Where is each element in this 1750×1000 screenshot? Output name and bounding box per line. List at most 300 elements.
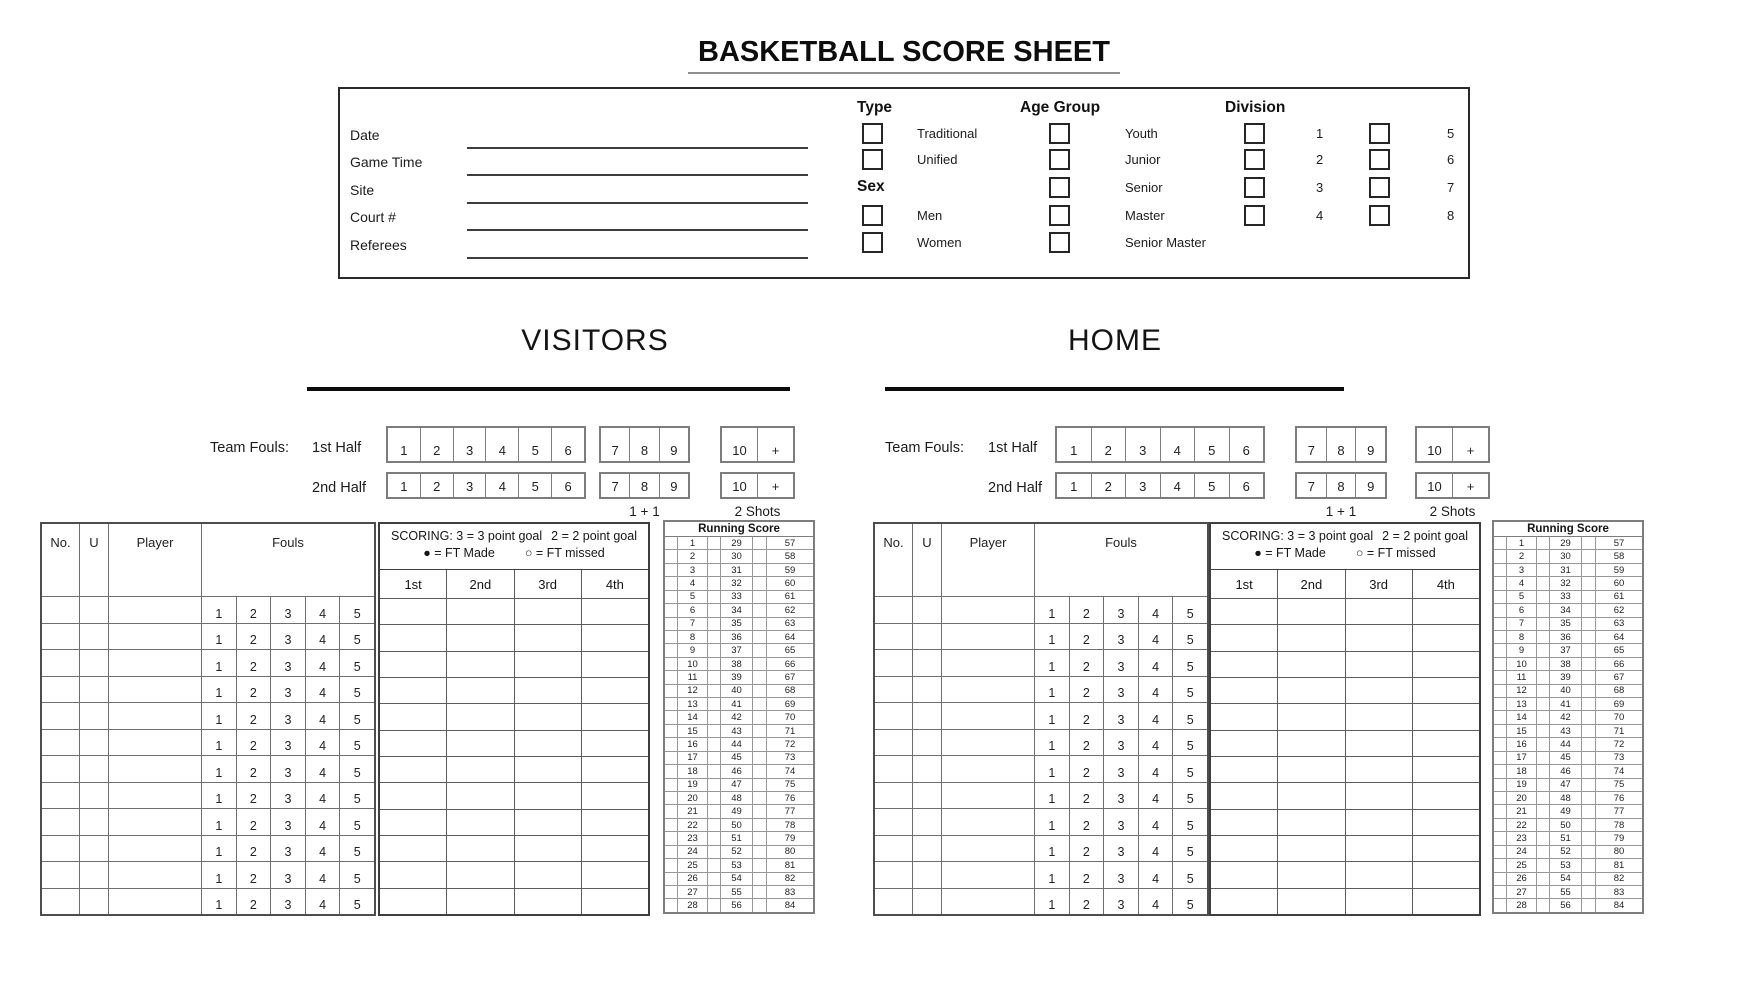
scoring-cell[interactable] (1278, 652, 1345, 677)
team-foul-box-9[interactable]: 9 (1367, 479, 1375, 494)
scoring-cell[interactable] (582, 731, 648, 756)
running-score-cell[interactable]: 70 (784, 712, 796, 724)
scoring-cell[interactable] (1211, 810, 1278, 835)
running-score-cell[interactable]: 45 (1550, 752, 1582, 764)
foul-mark-cell-4[interactable]: 4 (1139, 889, 1174, 915)
scoring-cell[interactable] (1211, 625, 1278, 650)
scoring-cell[interactable] (1278, 889, 1345, 914)
scoring-cell[interactable] (1278, 625, 1345, 650)
foul-mark-cell-1[interactable]: 1 (202, 756, 237, 782)
running-score-cell[interactable]: 21 (1507, 805, 1537, 817)
scoring-cell[interactable] (1346, 783, 1413, 808)
scoring-cell[interactable] (447, 836, 514, 861)
cell-no[interactable] (42, 836, 80, 862)
team-foul-box-2[interactable]: 2 (421, 474, 454, 497)
foul-mark-cell-5[interactable]: 5 (353, 765, 361, 780)
foul-mark-cell-5[interactable]: 5 (1186, 606, 1194, 621)
foul-mark-cell-3[interactable]: 3 (271, 597, 306, 623)
foul-mark-cell-3[interactable]: 3 (1104, 677, 1139, 703)
running-score-cell[interactable]: 21 (678, 805, 708, 817)
cell-no[interactable] (875, 809, 913, 835)
running-score-cell[interactable]: 59 (784, 564, 796, 576)
scoring-cell[interactable] (1278, 731, 1345, 756)
scoring-cell[interactable] (1278, 810, 1345, 835)
foul-mark-cell-3[interactable]: 3 (271, 809, 306, 835)
scoring-cell[interactable] (380, 836, 447, 861)
team-foul-box-+[interactable]: + (1466, 479, 1475, 494)
cell-u[interactable] (913, 597, 942, 623)
scoring-cell[interactable] (515, 862, 582, 887)
division-4-checkbox[interactable] (1244, 205, 1265, 226)
foul-mark-cell-1[interactable]: 1 (1035, 889, 1070, 915)
running-score-cell[interactable]: 69 (1613, 698, 1625, 710)
cell-u[interactable] (913, 730, 942, 756)
foul-mark-cell-1[interactable]: 1 (1035, 836, 1070, 862)
foul-mark-cell-3[interactable]: 3 (271, 677, 306, 703)
cell-no[interactable] (875, 836, 913, 862)
foul-mark-cell-5[interactable]: 5 (353, 739, 361, 753)
type-unified-checkbox[interactable] (862, 149, 883, 170)
foul-mark-cell-1[interactable]: 1 (202, 889, 237, 915)
cell-no[interactable] (42, 783, 80, 809)
scoring-cell[interactable] (1413, 810, 1479, 835)
foul-mark-cell-1[interactable]: 1 (1035, 783, 1070, 809)
running-score-cell[interactable]: 16 (1507, 738, 1537, 750)
scoring-cell[interactable] (447, 652, 514, 677)
field-line-site[interactable] (467, 202, 808, 204)
cell-u[interactable] (913, 889, 942, 915)
team-foul-box-4[interactable]: 4 (1161, 474, 1196, 497)
foul-mark-cell-4[interactable]: 4 (306, 703, 341, 729)
running-score-cell[interactable]: 56 (1550, 899, 1582, 911)
scoring-cell[interactable] (515, 731, 582, 756)
running-score-cell[interactable]: 17 (1507, 752, 1537, 764)
team-foul-box-2[interactable]: 2 (421, 428, 454, 461)
scoring-cell[interactable] (1346, 757, 1413, 782)
scoring-cell[interactable] (380, 652, 447, 677)
scoring-cell[interactable] (447, 889, 514, 914)
team-foul-box-10[interactable]: 10 (722, 474, 758, 497)
scoring-cell[interactable] (1346, 810, 1413, 835)
scoring-cell[interactable] (515, 678, 582, 703)
cell-u[interactable] (80, 862, 109, 888)
foul-mark-cell-3[interactable]: 3 (271, 650, 306, 676)
foul-mark-cell-5[interactable]: 5 (353, 606, 361, 621)
scoring-cell[interactable] (447, 810, 514, 835)
running-score-cell[interactable]: 45 (721, 752, 753, 764)
running-score-cell[interactable]: 20 (678, 792, 708, 804)
running-score-cell[interactable]: 34 (1550, 604, 1582, 616)
scoring-cell[interactable] (380, 783, 447, 808)
running-score-cell[interactable]: 60 (1613, 577, 1625, 589)
running-score-cell[interactable]: 71 (784, 725, 796, 737)
foul-mark-cell-2[interactable]: 2 (1070, 730, 1105, 756)
running-score-cell[interactable]: 2 (678, 550, 708, 562)
scoring-cell[interactable] (447, 678, 514, 703)
age-group-senior-checkbox[interactable] (1049, 177, 1070, 198)
scoring-cell[interactable] (582, 862, 648, 887)
cell-player[interactable] (109, 730, 202, 756)
division-5-checkbox[interactable] (1369, 123, 1390, 144)
cell-no[interactable] (42, 862, 80, 888)
scoring-cell[interactable] (447, 731, 514, 756)
team-name-line[interactable] (885, 387, 1344, 391)
scoring-cell[interactable] (1211, 652, 1278, 677)
team-foul-box-9[interactable]: 9 (670, 443, 678, 458)
foul-mark-cell-1[interactable]: 1 (202, 597, 237, 623)
running-score-cell[interactable]: 34 (721, 604, 753, 616)
scoring-cell[interactable] (380, 599, 447, 624)
running-score-cell[interactable]: 25 (678, 859, 708, 871)
running-score-cell[interactable]: 50 (721, 819, 753, 831)
team-foul-box-7[interactable]: 7 (1297, 428, 1327, 461)
team-foul-box-3[interactable]: 3 (454, 428, 487, 461)
running-score-cell[interactable]: 27 (1507, 886, 1537, 898)
running-score-cell[interactable]: 30 (1550, 550, 1582, 562)
running-score-cell[interactable]: 46 (721, 765, 753, 777)
foul-mark-cell-1[interactable]: 1 (202, 703, 237, 729)
running-score-cell[interactable]: 14 (1507, 711, 1537, 723)
running-score-cell[interactable]: 48 (721, 792, 753, 804)
running-score-cell[interactable]: 60 (784, 577, 796, 589)
running-score-cell[interactable]: 12 (1507, 685, 1537, 697)
foul-mark-cell-4[interactable]: 4 (1139, 703, 1174, 729)
cell-player[interactable] (109, 889, 202, 915)
scoring-cell[interactable] (1211, 836, 1278, 861)
scoring-cell[interactable] (515, 783, 582, 808)
cell-no[interactable] (875, 597, 913, 623)
running-score-cell[interactable]: 37 (1550, 644, 1582, 656)
running-score-cell[interactable]: 18 (678, 765, 708, 777)
cell-u[interactable] (80, 756, 109, 782)
foul-mark-cell-3[interactable]: 3 (1104, 889, 1139, 915)
running-score-cell[interactable]: 15 (678, 725, 708, 737)
foul-mark-cell-2[interactable]: 2 (237, 783, 272, 809)
foul-mark-cell-3[interactable]: 3 (1104, 836, 1139, 862)
foul-mark-cell-4[interactable]: 4 (306, 862, 341, 888)
running-score-cell[interactable]: 67 (784, 671, 796, 683)
foul-mark-cell-3[interactable]: 3 (1104, 597, 1139, 623)
foul-mark-cell-3[interactable]: 3 (271, 836, 306, 862)
foul-mark-cell-4[interactable]: 4 (1139, 624, 1174, 650)
running-score-cell[interactable]: 25 (1507, 859, 1537, 871)
cell-u[interactable] (80, 677, 109, 703)
cell-player[interactable] (942, 862, 1035, 888)
cell-u[interactable] (913, 809, 942, 835)
running-score-cell[interactable]: 76 (784, 792, 796, 804)
scoring-cell[interactable] (1413, 757, 1479, 782)
running-score-cell[interactable]: 20 (1507, 792, 1537, 804)
running-score-cell[interactable]: 54 (721, 873, 753, 885)
running-score-cell[interactable]: 74 (784, 765, 796, 777)
foul-mark-cell-3[interactable]: 3 (271, 889, 306, 915)
foul-mark-cell-1[interactable]: 1 (1035, 677, 1070, 703)
scoring-cell[interactable] (1278, 599, 1345, 624)
foul-mark-cell-5[interactable]: 5 (1186, 818, 1194, 833)
foul-mark-cell-4[interactable]: 4 (306, 677, 341, 703)
running-score-cell[interactable]: 5 (678, 591, 708, 603)
running-score-cell[interactable]: 50 (1550, 819, 1582, 831)
cell-player[interactable] (942, 650, 1035, 676)
foul-mark-cell-5[interactable]: 5 (353, 818, 361, 833)
team-foul-box-5[interactable]: 5 (1195, 428, 1230, 461)
foul-mark-cell-5[interactable]: 5 (1186, 633, 1194, 647)
scoring-cell[interactable] (380, 757, 447, 782)
running-score-cell[interactable]: 84 (784, 900, 796, 912)
foul-mark-cell-3[interactable]: 3 (1104, 809, 1139, 835)
foul-mark-cell-5[interactable]: 5 (1186, 898, 1194, 912)
team-foul-box-5[interactable]: 5 (1195, 474, 1230, 497)
running-score-cell[interactable]: 49 (721, 805, 753, 817)
running-score-cell[interactable]: 18 (1507, 765, 1537, 777)
running-score-cell[interactable]: 57 (1613, 537, 1625, 549)
foul-mark-cell-4[interactable]: 4 (1139, 783, 1174, 809)
scoring-cell[interactable] (1413, 678, 1479, 703)
running-score-cell[interactable]: 39 (721, 671, 753, 683)
running-score-cell[interactable]: 13 (678, 698, 708, 710)
field-line-referees[interactable] (467, 257, 808, 259)
running-score-cell[interactable]: 62 (1613, 604, 1625, 616)
running-score-cell[interactable]: 9 (678, 644, 708, 656)
running-score-cell[interactable]: 61 (1613, 591, 1625, 603)
scoring-cell[interactable] (380, 731, 447, 756)
running-score-cell[interactable]: 67 (1613, 671, 1625, 683)
team-foul-box-5[interactable]: 5 (519, 428, 552, 461)
foul-mark-cell-4[interactable]: 4 (1139, 756, 1174, 782)
running-score-cell[interactable]: 24 (1507, 846, 1537, 858)
foul-mark-cell-4[interactable]: 4 (306, 889, 341, 915)
foul-mark-cell-2[interactable]: 2 (1070, 677, 1105, 703)
running-score-cell[interactable]: 10 (678, 658, 708, 670)
team-foul-box-8[interactable]: 8 (1327, 428, 1357, 461)
running-score-cell[interactable]: 47 (1550, 779, 1582, 791)
running-score-cell[interactable]: 69 (784, 698, 796, 710)
running-score-cell[interactable]: 44 (1550, 738, 1582, 750)
foul-mark-cell-4[interactable]: 4 (306, 809, 341, 835)
foul-mark-cell-3[interactable]: 3 (271, 862, 306, 888)
running-score-cell[interactable]: 49 (1550, 805, 1582, 817)
team-foul-box-10[interactable]: 10 (722, 428, 758, 461)
running-score-cell[interactable]: 63 (784, 618, 796, 630)
running-score-cell[interactable]: 80 (1613, 846, 1625, 858)
cell-u[interactable] (913, 836, 942, 862)
scoring-cell[interactable] (1346, 652, 1413, 677)
running-score-cell[interactable]: 28 (678, 899, 708, 911)
scoring-cell[interactable] (582, 757, 648, 782)
foul-mark-cell-1[interactable]: 1 (1035, 624, 1070, 650)
foul-mark-cell-1[interactable]: 1 (202, 730, 237, 756)
running-score-cell[interactable]: 78 (784, 819, 796, 831)
cell-player[interactable] (942, 809, 1035, 835)
scoring-cell[interactable] (515, 889, 582, 914)
foul-mark-cell-3[interactable]: 3 (1104, 650, 1139, 676)
running-score-cell[interactable]: 12 (678, 685, 708, 697)
running-score-cell[interactable]: 52 (1550, 846, 1582, 858)
scoring-cell[interactable] (515, 836, 582, 861)
running-score-cell[interactable]: 75 (1613, 779, 1625, 791)
foul-mark-cell-2[interactable]: 2 (1070, 624, 1105, 650)
division-6-checkbox[interactable] (1369, 149, 1390, 170)
running-score-cell[interactable]: 54 (1550, 873, 1582, 885)
running-score-cell[interactable]: 36 (721, 631, 753, 643)
foul-mark-cell-3[interactable]: 3 (1104, 862, 1139, 888)
team-foul-box-6[interactable]: 6 (1242, 443, 1250, 458)
cell-u[interactable] (80, 783, 109, 809)
running-score-cell[interactable]: 48 (1550, 792, 1582, 804)
scoring-cell[interactable] (380, 625, 447, 650)
scoring-cell[interactable] (1346, 678, 1413, 703)
running-score-cell[interactable]: 77 (1613, 806, 1625, 818)
foul-mark-cell-5[interactable]: 5 (353, 712, 361, 727)
cell-no[interactable] (42, 756, 80, 782)
running-score-cell[interactable]: 2 (1507, 550, 1537, 562)
running-score-cell[interactable]: 47 (721, 779, 753, 791)
running-score-cell[interactable]: 52 (721, 846, 753, 858)
running-score-cell[interactable]: 84 (1613, 900, 1625, 912)
running-score-cell[interactable]: 44 (721, 738, 753, 750)
running-score-cell[interactable]: 63 (1613, 618, 1625, 630)
scoring-cell[interactable] (1413, 704, 1479, 729)
cell-player[interactable] (942, 703, 1035, 729)
cell-no[interactable] (42, 650, 80, 676)
cell-u[interactable] (80, 597, 109, 623)
running-score-cell[interactable]: 74 (1613, 765, 1625, 777)
running-score-cell[interactable]: 29 (721, 537, 753, 549)
running-score-cell[interactable]: 59 (1613, 564, 1625, 576)
team-foul-box-+[interactable]: + (771, 479, 780, 494)
scoring-cell[interactable] (1346, 704, 1413, 729)
scoring-cell[interactable] (380, 810, 447, 835)
team-foul-box-4[interactable]: 4 (486, 428, 519, 461)
team-foul-box-3[interactable]: 3 (454, 474, 487, 497)
running-score-cell[interactable]: 51 (1550, 832, 1582, 844)
running-score-cell[interactable]: 80 (784, 846, 796, 858)
cell-player[interactable] (109, 624, 202, 650)
foul-mark-cell-4[interactable]: 4 (306, 624, 341, 650)
team-foul-box-1[interactable]: 1 (388, 428, 421, 461)
running-score-cell[interactable]: 4 (678, 577, 708, 589)
scoring-cell[interactable] (1413, 731, 1479, 756)
cell-player[interactable] (109, 836, 202, 862)
running-score-cell[interactable]: 13 (1507, 698, 1537, 710)
foul-mark-cell-3[interactable]: 3 (1104, 703, 1139, 729)
scoring-cell[interactable] (582, 836, 648, 861)
foul-mark-cell-5[interactable]: 5 (353, 792, 361, 806)
scoring-cell[interactable] (515, 810, 582, 835)
running-score-cell[interactable]: 15 (1507, 725, 1537, 737)
scoring-cell[interactable] (1413, 652, 1479, 677)
division-7-checkbox[interactable] (1369, 177, 1390, 198)
running-score-cell[interactable]: 6 (1507, 604, 1537, 616)
running-score-cell[interactable]: 33 (721, 591, 753, 603)
running-score-cell[interactable]: 43 (721, 725, 753, 737)
running-score-cell[interactable]: 22 (1507, 819, 1537, 831)
running-score-cell[interactable]: 42 (1550, 711, 1582, 723)
team-foul-box-+[interactable]: + (1466, 443, 1475, 458)
running-score-cell[interactable]: 73 (784, 752, 796, 764)
scoring-cell[interactable] (515, 652, 582, 677)
cell-no[interactable] (42, 730, 80, 756)
foul-mark-cell-3[interactable]: 3 (271, 703, 306, 729)
foul-mark-cell-2[interactable]: 2 (1070, 862, 1105, 888)
running-score-cell[interactable]: 26 (678, 873, 708, 885)
running-score-cell[interactable]: 28 (1507, 899, 1537, 911)
foul-mark-cell-2[interactable]: 2 (237, 703, 272, 729)
division-2-checkbox[interactable] (1244, 149, 1265, 170)
scoring-cell[interactable] (1278, 704, 1345, 729)
foul-mark-cell-4[interactable]: 4 (306, 597, 341, 623)
foul-mark-cell-3[interactable]: 3 (271, 783, 306, 809)
cell-player[interactable] (942, 677, 1035, 703)
cell-no[interactable] (875, 756, 913, 782)
running-score-cell[interactable]: 70 (1613, 712, 1625, 724)
foul-mark-cell-1[interactable]: 1 (202, 650, 237, 676)
team-foul-box-7[interactable]: 7 (1297, 474, 1327, 497)
running-score-cell[interactable]: 5 (1507, 591, 1537, 603)
running-score-cell[interactable]: 31 (721, 564, 753, 576)
running-score-cell[interactable]: 26 (1507, 873, 1537, 885)
foul-mark-cell-2[interactable]: 2 (1070, 703, 1105, 729)
foul-mark-cell-1[interactable]: 1 (1035, 703, 1070, 729)
foul-mark-cell-1[interactable]: 1 (202, 677, 237, 703)
running-score-cell[interactable]: 53 (1550, 859, 1582, 871)
division-3-checkbox[interactable] (1244, 177, 1265, 198)
scoring-cell[interactable] (447, 599, 514, 624)
cell-player[interactable] (942, 756, 1035, 782)
scoring-cell[interactable] (1278, 757, 1345, 782)
running-score-cell[interactable]: 23 (678, 832, 708, 844)
running-score-cell[interactable]: 31 (1550, 564, 1582, 576)
running-score-cell[interactable]: 39 (1550, 671, 1582, 683)
running-score-cell[interactable]: 78 (1613, 819, 1625, 831)
team-foul-box-1[interactable]: 1 (388, 474, 421, 497)
running-score-cell[interactable]: 9 (1507, 644, 1537, 656)
running-score-cell[interactable]: 64 (1613, 631, 1625, 643)
running-score-cell[interactable]: 33 (1550, 591, 1582, 603)
running-score-cell[interactable]: 8 (678, 631, 708, 643)
scoring-cell[interactable] (1211, 731, 1278, 756)
scoring-cell[interactable] (1413, 625, 1479, 650)
running-score-cell[interactable]: 82 (784, 873, 796, 885)
division-1-checkbox[interactable] (1244, 123, 1265, 144)
foul-mark-cell-5[interactable]: 5 (1186, 792, 1194, 806)
team-name-line[interactable] (307, 387, 790, 391)
cell-player[interactable] (942, 889, 1035, 915)
sex-women-checkbox[interactable] (862, 232, 883, 253)
team-foul-box-6[interactable]: 6 (1242, 479, 1250, 494)
age-group-youth-checkbox[interactable] (1049, 123, 1070, 144)
running-score-cell[interactable]: 1 (678, 537, 708, 549)
cell-u[interactable] (80, 836, 109, 862)
scoring-cell[interactable] (515, 599, 582, 624)
team-foul-box-2[interactable]: 2 (1092, 474, 1127, 497)
foul-mark-cell-4[interactable]: 4 (306, 756, 341, 782)
scoring-cell[interactable] (1211, 678, 1278, 703)
team-foul-box-7[interactable]: 7 (601, 474, 630, 497)
running-score-cell[interactable]: 71 (1613, 725, 1625, 737)
scoring-cell[interactable] (1413, 889, 1479, 914)
foul-mark-cell-4[interactable]: 4 (1139, 809, 1174, 835)
foul-mark-cell-4[interactable]: 4 (306, 783, 341, 809)
scoring-cell[interactable] (1211, 862, 1278, 887)
running-score-cell[interactable]: 73 (1613, 752, 1625, 764)
scoring-cell[interactable] (1413, 836, 1479, 861)
foul-mark-cell-1[interactable]: 1 (1035, 730, 1070, 756)
running-score-cell[interactable]: 81 (1613, 859, 1625, 871)
foul-mark-cell-2[interactable]: 2 (1070, 650, 1105, 676)
cell-player[interactable] (109, 597, 202, 623)
foul-mark-cell-4[interactable]: 4 (1139, 597, 1174, 623)
